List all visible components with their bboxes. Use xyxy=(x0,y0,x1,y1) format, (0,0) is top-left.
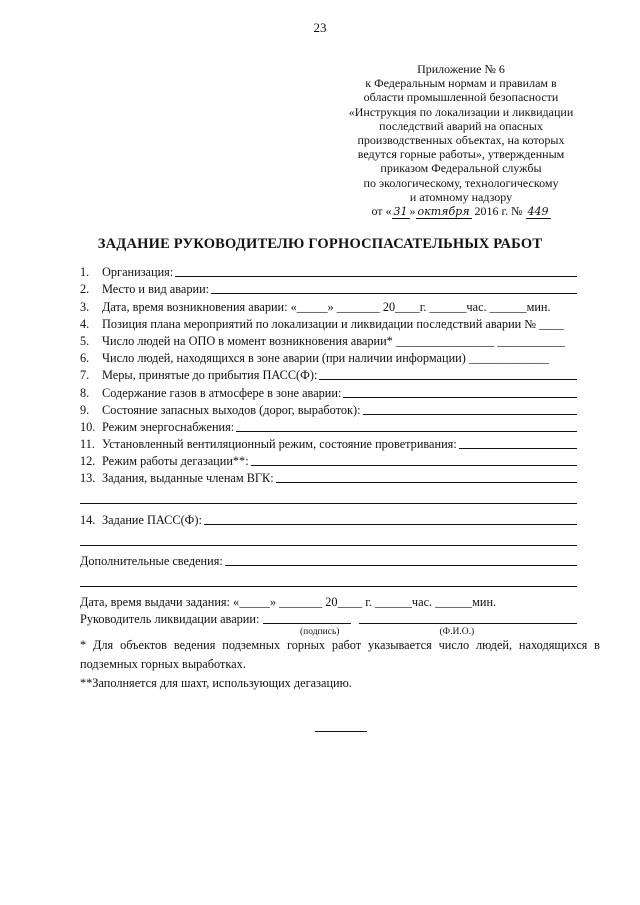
issue-date-row: Дата, время выдачи задания: «_____» _______ 20____ г. ______час. ______мин. xyxy=(80,595,497,609)
blank-entry-line[interactable] xyxy=(80,569,577,587)
form-item-4: 4. Позиция плана мероприятий по локализации и ликвидации последствий аварии № ____ xyxy=(80,316,564,331)
entry-line[interactable] xyxy=(225,564,577,566)
form-item-3: 3. Дата, время возникновения аварии: «_____» _______ 20____г. ______час. ______мин. xyxy=(80,299,551,314)
fio-caption: (Ф.И.О.) xyxy=(439,627,475,638)
form-title: ЗАДАНИЕ РУКОВОДИТЕЛЮ ГОРНОСПАСАТЕЛЬНЫХ РАБОТ xyxy=(97,236,543,252)
appendix-line: приказом Федеральной службы xyxy=(380,161,542,176)
footnote-2: **Заполняется для шахт, использующих дегазацию. xyxy=(80,676,352,690)
appendix-line: ведутся горные работы», утвержденным xyxy=(357,147,565,162)
entry-line[interactable] xyxy=(175,275,577,277)
signature-line[interactable] xyxy=(263,622,351,624)
form-item-10: 10. Режим энергоснабжения: xyxy=(80,418,577,435)
form-item-12: 12. Режим работы дегазации**: xyxy=(80,452,577,469)
form-item-5: 5. Число людей на ОПО в момент возникновения аварии* ________________ ___________ xyxy=(80,333,565,348)
order-day: 31 xyxy=(393,205,408,219)
entry-line[interactable] xyxy=(236,430,577,432)
form-item-8: 8. Содержание газов в атмосфере в зоне аварии: xyxy=(80,383,577,400)
leader-row: Руководитель ликвидации аварии: xyxy=(80,610,577,627)
form-item-1: 1. Организация: xyxy=(80,263,577,280)
appendix-line: области промышленной безопасности xyxy=(363,90,559,105)
form-item-9: 9. Состояние запасных выходов (дорог, выработок): xyxy=(80,401,577,418)
order-month: октября xyxy=(417,205,470,219)
footnotes xyxy=(80,636,600,693)
form-item-14: 14. Задание ПАСС(Ф): xyxy=(80,510,577,527)
form-item-6: 6. Число людей, находящихся в зоне аварии (при наличии информации) _____________ xyxy=(80,351,549,366)
signature-caption: (подпись) xyxy=(300,627,340,638)
order-number: 449 xyxy=(527,205,549,219)
end-divider xyxy=(315,731,367,732)
fio-line[interactable] xyxy=(359,622,577,624)
entry-line[interactable] xyxy=(319,378,577,380)
date-mid: » xyxy=(409,204,416,219)
entry-line[interactable] xyxy=(276,481,577,483)
appendix-line: и атомному надзору xyxy=(409,189,513,204)
appendix-line: по экологическому, технологическому xyxy=(363,175,559,190)
entry-line[interactable] xyxy=(204,523,577,525)
appendix-line: производственных объектах, на которых xyxy=(357,133,565,148)
entry-line[interactable] xyxy=(363,413,578,415)
appendix-line: последствий аварий на опасных xyxy=(379,118,543,133)
entry-line[interactable] xyxy=(459,447,577,449)
date-prefix: от « xyxy=(371,204,392,219)
appendix-header xyxy=(326,62,596,219)
form-item-2: 2. Место и вид аварии: xyxy=(80,280,577,297)
appendix-line: Приложение № 6 xyxy=(417,62,505,76)
additional-info-row: Дополнительные сведения: xyxy=(80,552,577,569)
form-item-11: 11. Установленный вентиляционный режим, состояние проветривания: xyxy=(80,435,577,452)
form-item-7: 7. Меры, принятые до прибытия ПАСС(Ф): xyxy=(80,366,577,383)
entry-line[interactable] xyxy=(251,464,577,466)
appendix-line: к Федеральным нормам и правилам в xyxy=(365,76,557,91)
footnote-1: * Для объектов ведения подземных горных работ указывается число людей, находящихся в подземных горных выработках. xyxy=(80,638,600,671)
blank-entry-line[interactable] xyxy=(80,528,577,546)
entry-line[interactable] xyxy=(343,396,577,398)
entry-line[interactable] xyxy=(211,292,577,294)
form-item-13: 13. Задания, выданные членам ВГК: xyxy=(80,469,577,486)
appendix-line: «Инструкция по локализации и ликвидации xyxy=(348,104,574,119)
page-number: 23 xyxy=(313,20,327,35)
order-year: 2016 г. № xyxy=(474,204,523,219)
form-items xyxy=(80,263,577,639)
order-date-line xyxy=(326,204,596,219)
blank-entry-line[interactable] xyxy=(80,486,577,504)
